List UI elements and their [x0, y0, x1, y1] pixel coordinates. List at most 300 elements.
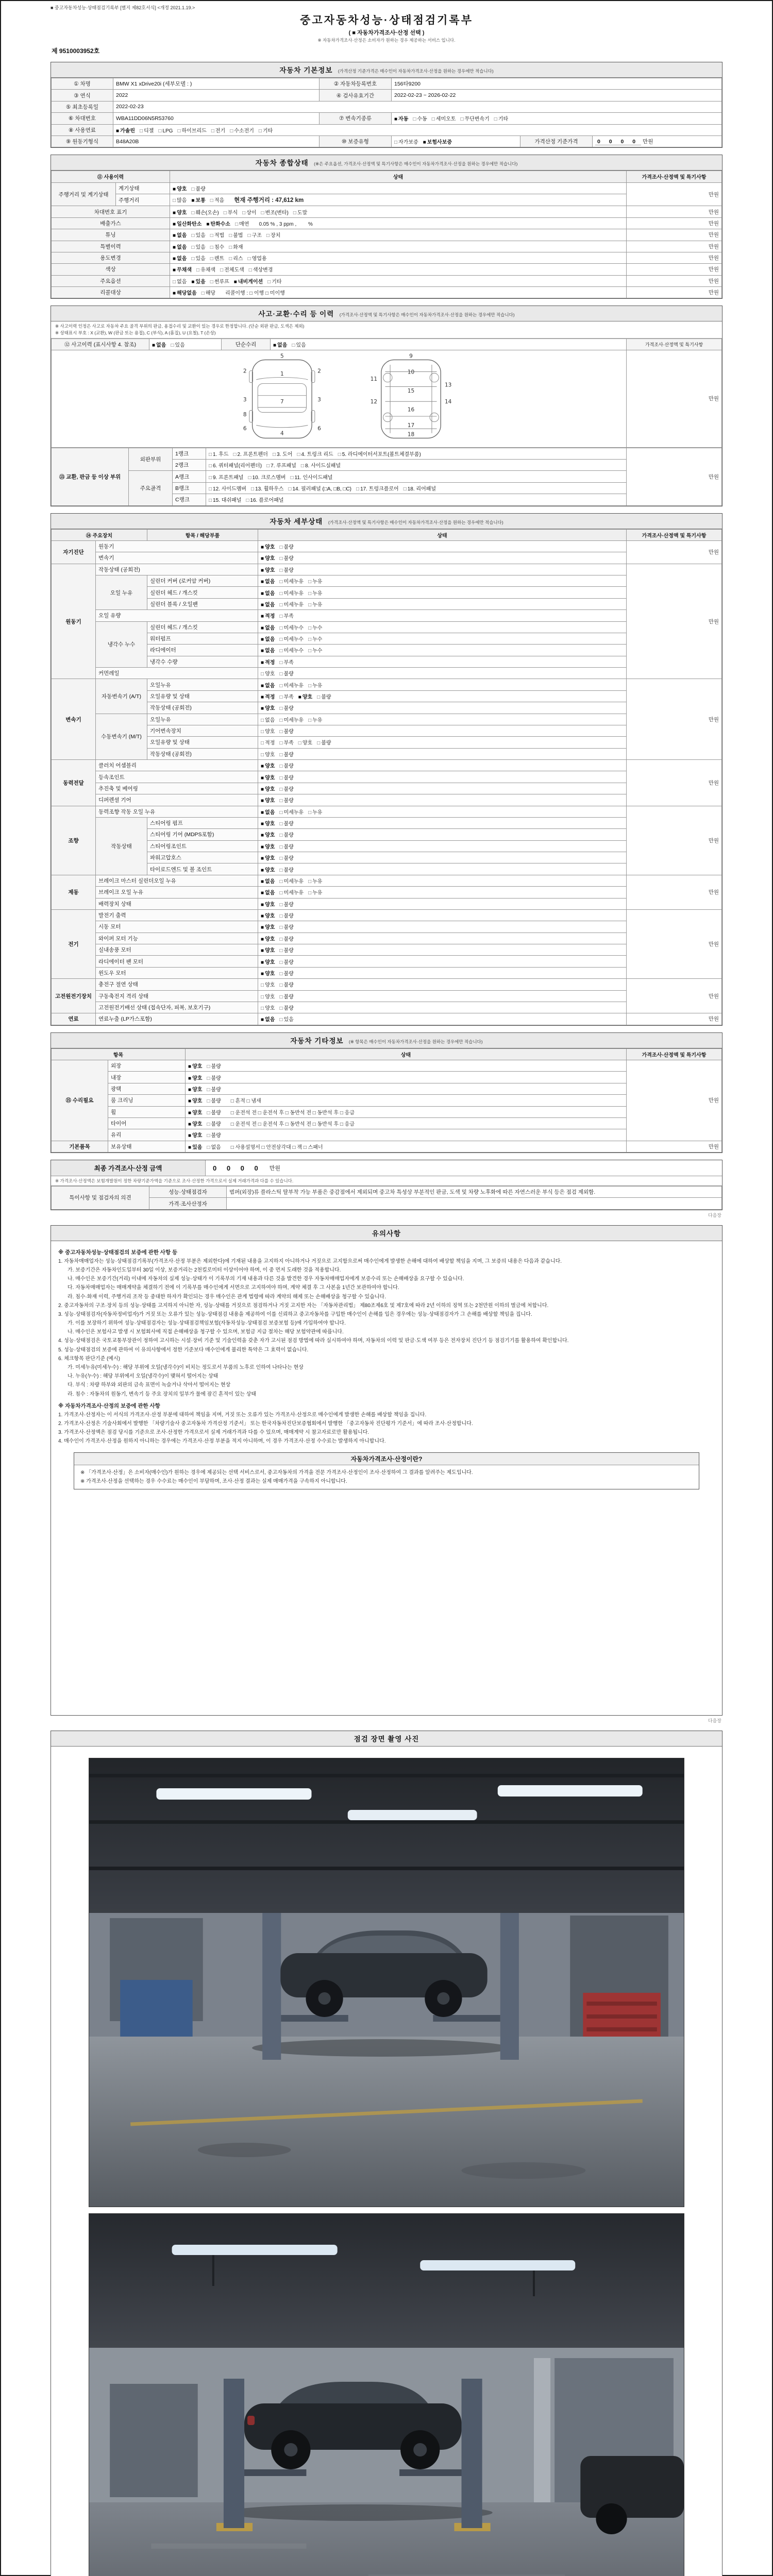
- table-row: [52, 217, 722, 229]
- checkbox-option[interactable]: [210, 277, 229, 285]
- status-cell: [186, 1060, 627, 1072]
- checkbox-label: 불량: [283, 844, 294, 850]
- item-label: 실린더 헤드 / 개스킷: [147, 621, 258, 633]
- checkbox-option[interactable]: [261, 600, 275, 608]
- checkbox-option[interactable]: [233, 450, 268, 457]
- checkbox-option[interactable]: [279, 900, 293, 908]
- checkbox-option[interactable]: [261, 727, 275, 735]
- checkbox-option[interactable]: [297, 450, 333, 457]
- checkbox-option[interactable]: [261, 992, 275, 1000]
- checkbox-option[interactable]: [210, 231, 224, 239]
- checkbox-option[interactable]: [191, 231, 205, 239]
- checkbox-option[interactable]: [191, 243, 205, 250]
- price-cell: 만원: [627, 448, 722, 505]
- checkbox-option[interactable]: [261, 566, 275, 573]
- checkbox-option[interactable]: [207, 1143, 221, 1150]
- group-label: 원동기: [52, 564, 96, 679]
- checkbox-option[interactable]: [432, 114, 456, 122]
- checkbox-option[interactable]: [308, 808, 322, 816]
- status-cell: [258, 898, 627, 909]
- checkbox-option[interactable]: [173, 277, 187, 285]
- checkbox-label: 14. 필러패널 (□A, □B, □C): [292, 486, 352, 492]
- checkbox-label: 미세누유: [283, 590, 304, 597]
- checkbox-option[interactable]: [210, 196, 224, 204]
- checkbox-option[interactable]: [173, 254, 187, 262]
- checkbox-option[interactable]: [261, 589, 275, 597]
- row-label: 주행거리 및 계기상태: [52, 182, 116, 206]
- checkbox-option[interactable]: [188, 1062, 202, 1070]
- checkbox-option[interactable]: [261, 808, 275, 816]
- checkbox-option[interactable]: [338, 450, 421, 457]
- registration-number-value: 156타9200: [392, 78, 722, 90]
- checkbox-option[interactable]: [293, 208, 307, 216]
- checkbox-option[interactable]: [229, 254, 243, 262]
- checkbox-label: 양호: [265, 833, 275, 839]
- checkbox-option[interactable]: [494, 114, 508, 122]
- checkbox-option[interactable]: [210, 243, 224, 250]
- checkbox-option[interactable]: [261, 796, 275, 804]
- panel-number-mark: 14: [444, 399, 451, 405]
- checkbox-option[interactable]: [261, 669, 275, 677]
- checkbox-option[interactable]: [261, 738, 275, 746]
- table-row: [52, 264, 722, 275]
- checkbox-option[interactable]: [261, 1015, 275, 1023]
- group-label: 제동: [52, 875, 96, 909]
- checkbox-option[interactable]: [273, 341, 287, 348]
- checkbox-option[interactable]: [308, 646, 322, 654]
- checkbox-option[interactable]: [259, 126, 273, 134]
- checkbox-option[interactable]: [279, 831, 293, 838]
- unchecked-checkbox-icon: □: [196, 267, 200, 274]
- section-basic-info: [51, 62, 722, 148]
- checkbox-option[interactable]: [229, 243, 243, 250]
- table-row: [52, 1198, 722, 1209]
- unchecked-checkbox-icon: □: [279, 764, 283, 770]
- checkbox-option[interactable]: [242, 208, 256, 216]
- checkbox-option[interactable]: [261, 1004, 275, 1011]
- status-cell: [258, 817, 627, 828]
- checkbox-option[interactable]: [173, 208, 187, 216]
- checkbox-option[interactable]: [273, 450, 293, 457]
- checkbox-option[interactable]: [207, 1085, 221, 1093]
- checkbox-label: 적정: [265, 659, 275, 666]
- checkbox-option[interactable]: [279, 911, 293, 919]
- checkbox-option[interactable]: [279, 635, 304, 642]
- checkbox-option[interactable]: [173, 231, 187, 239]
- checkbox-option[interactable]: [261, 854, 275, 861]
- checkbox-option[interactable]: [308, 577, 322, 585]
- checked-checkbox-icon: ■: [188, 1144, 192, 1150]
- checkbox-option[interactable]: [308, 600, 322, 608]
- status-cell: [206, 460, 627, 471]
- checkbox-option[interactable]: [261, 681, 275, 689]
- table-row: [52, 645, 722, 656]
- checkbox-option[interactable]: [206, 219, 230, 227]
- checkbox-option[interactable]: [261, 877, 275, 885]
- checkbox-option[interactable]: [261, 612, 275, 619]
- checkbox-option[interactable]: [279, 773, 293, 781]
- checkbox-option[interactable]: [251, 484, 283, 492]
- checkbox-label: 양호: [192, 1122, 203, 1128]
- table-header-row: [52, 171, 722, 182]
- checkbox-option[interactable]: [291, 473, 333, 481]
- item-label: 2랭크: [173, 460, 206, 471]
- unchecked-checkbox-icon: □: [230, 128, 233, 134]
- unchecked-checkbox-icon: □: [177, 128, 181, 134]
- section-title: 자동차 기타정보: [290, 1037, 344, 1045]
- checkbox-option[interactable]: [261, 208, 289, 216]
- checkbox-option[interactable]: [261, 658, 275, 666]
- checkbox-option[interactable]: [261, 692, 275, 700]
- checkbox-option[interactable]: [261, 819, 275, 827]
- checkbox-option[interactable]: [279, 819, 293, 827]
- checkbox-option[interactable]: [177, 126, 206, 134]
- checkbox-option[interactable]: [261, 831, 275, 838]
- checkbox-option[interactable]: [261, 750, 275, 758]
- checkbox-option[interactable]: [279, 669, 293, 677]
- checkbox-option[interactable]: [188, 1074, 202, 1081]
- section-title: 자동차 세부상태: [270, 517, 323, 526]
- checkbox-option[interactable]: [394, 138, 418, 145]
- checkbox-option[interactable]: [261, 635, 275, 642]
- checkbox-option[interactable]: [266, 231, 280, 239]
- checkbox-option[interactable]: [209, 450, 229, 457]
- checkbox-option[interactable]: [261, 554, 275, 562]
- checkbox-option[interactable]: [413, 114, 427, 122]
- checkbox-option[interactable]: [207, 1120, 221, 1127]
- simple-repair-label: 단순수리: [222, 338, 271, 350]
- checkbox-option[interactable]: [279, 623, 304, 631]
- checkbox-option[interactable]: [279, 716, 304, 723]
- taillight: [247, 2416, 255, 2425]
- checkbox-option[interactable]: [234, 277, 263, 285]
- checked-checkbox-icon: ■: [173, 291, 176, 297]
- panel-number-mark: 4: [280, 431, 284, 437]
- checkbox-label: 있음: [192, 1144, 203, 1150]
- status-cell: [186, 1106, 627, 1117]
- checkbox-option[interactable]: [191, 254, 205, 262]
- checkbox-option[interactable]: [201, 289, 215, 296]
- unchecked-checkbox-icon: □: [308, 625, 312, 631]
- checkbox-option[interactable]: [188, 1131, 202, 1139]
- checkbox-option[interactable]: [279, 600, 304, 608]
- checkbox-option[interactable]: [292, 341, 306, 348]
- checkbox-option[interactable]: [261, 911, 275, 919]
- checkbox-option[interactable]: [308, 716, 322, 723]
- unchecked-checkbox-icon: □: [209, 474, 212, 481]
- checkbox-label: 양호: [265, 821, 275, 827]
- checkbox-option[interactable]: [220, 265, 244, 273]
- unchecked-checkbox-icon: □: [207, 1087, 210, 1093]
- item-label: 유리: [108, 1129, 186, 1141]
- checkbox-option[interactable]: [308, 681, 322, 689]
- checkbox-option[interactable]: [298, 738, 312, 746]
- checkbox-option[interactable]: [152, 341, 166, 348]
- checkbox-option[interactable]: [261, 543, 275, 550]
- checkbox-option[interactable]: [279, 785, 293, 792]
- status-cell: [258, 714, 627, 725]
- status-cell: [258, 771, 627, 783]
- checkbox-label: 색상변경: [253, 267, 273, 274]
- status-cell: [186, 1083, 627, 1094]
- checkbox-option[interactable]: [279, 958, 293, 965]
- checkbox-option[interactable]: [279, 854, 293, 861]
- checkbox-option[interactable]: [207, 1108, 221, 1116]
- item-label: A랭크: [173, 471, 206, 482]
- checkbox-option[interactable]: [261, 716, 275, 723]
- checkbox-label: 불량: [283, 913, 294, 920]
- checkbox-option[interactable]: [248, 231, 262, 239]
- checkbox-option[interactable]: [279, 842, 293, 850]
- checkbox-label: 불량: [211, 1122, 221, 1128]
- checkbox-option[interactable]: [298, 692, 312, 700]
- checkbox-option[interactable]: [173, 184, 187, 192]
- checkbox-option[interactable]: [230, 126, 254, 134]
- item-label: 보유상태: [108, 1141, 186, 1152]
- checkbox-option[interactable]: [279, 577, 304, 585]
- checkbox-option[interactable]: [279, 554, 293, 562]
- price-cell: 만원: [627, 979, 722, 1013]
- checkbox-option[interactable]: [158, 128, 173, 134]
- checkbox-option[interactable]: [191, 208, 219, 216]
- checkbox-option[interactable]: [261, 923, 275, 930]
- checkbox-label: 변조(변타): [265, 210, 289, 216]
- checkbox-label: 탄화수소: [210, 221, 231, 227]
- checkbox-option[interactable]: [188, 1143, 202, 1150]
- checkbox-option[interactable]: [248, 254, 267, 262]
- checkbox-option[interactable]: [229, 231, 243, 239]
- lift-post: [262, 1913, 281, 2060]
- unchecked-checkbox-icon: □: [279, 1017, 283, 1023]
- checkbox-option[interactable]: [207, 1131, 221, 1139]
- checkbox-option[interactable]: [288, 484, 351, 492]
- table-row: [52, 690, 722, 702]
- checkbox-option[interactable]: [188, 1120, 202, 1127]
- checkbox-option[interactable]: [249, 265, 273, 273]
- checkbox-option[interactable]: [248, 473, 285, 481]
- checkbox-option[interactable]: [209, 473, 243, 481]
- checkbox-option[interactable]: [279, 923, 293, 930]
- notice-body: [51, 1241, 722, 1715]
- checkbox-option[interactable]: [279, 566, 293, 573]
- checkbox-option[interactable]: [317, 738, 331, 746]
- checkbox-option[interactable]: [279, 888, 304, 896]
- accident-note-1: ※ 사고이력 인정은 사고로 자동차 주요 골격 부위의 판금, 용접수리 및 교환이 있는 경우로 한정합니다. (단순 외판 판금, 도색은 제외): [55, 324, 305, 329]
- item-label: 룸 크리닝: [108, 1095, 186, 1106]
- checkbox-option[interactable]: [261, 623, 275, 631]
- checkbox-label: 없음: [265, 683, 275, 689]
- panel-number-mark: 12: [370, 399, 377, 405]
- checkbox-option[interactable]: [261, 704, 275, 711]
- checked-checkbox-icon: ■: [233, 279, 237, 285]
- checkbox-option[interactable]: [209, 484, 246, 492]
- checkbox-option[interactable]: [301, 461, 341, 469]
- checkbox-option[interactable]: [207, 1062, 221, 1070]
- checkbox-option[interactable]: [209, 496, 241, 503]
- checkbox-option[interactable]: [261, 935, 275, 942]
- checkbox-option[interactable]: [279, 761, 293, 769]
- checkbox-option[interactable]: [261, 958, 275, 965]
- checkbox-option[interactable]: [261, 761, 275, 769]
- checkbox-option[interactable]: [279, 704, 293, 711]
- checkbox-label: 없음: [265, 648, 275, 654]
- checkbox-option[interactable]: [308, 589, 322, 597]
- next-page-marker: 다음장: [708, 1212, 721, 1218]
- checkbox-option[interactable]: [308, 888, 322, 896]
- checkbox-option[interactable]: [173, 265, 192, 273]
- checkbox-option[interactable]: [188, 1085, 202, 1093]
- checkbox-option[interactable]: [279, 796, 293, 804]
- checkbox-option[interactable]: [261, 866, 275, 873]
- checkbox-option[interactable]: [171, 341, 184, 348]
- unchecked-checkbox-icon: □: [308, 809, 312, 816]
- checkbox-option[interactable]: [224, 208, 238, 216]
- checkbox-label: 부족: [283, 614, 294, 620]
- checkbox-option[interactable]: [279, 1004, 293, 1011]
- checkbox-option[interactable]: [188, 1108, 202, 1116]
- group-label: 자기진단: [52, 540, 96, 564]
- checkbox-option[interactable]: [246, 496, 283, 503]
- checkbox-option[interactable]: [279, 543, 293, 550]
- checkbox-option[interactable]: [279, 808, 304, 816]
- status-cell: [258, 921, 627, 933]
- checkbox-option[interactable]: [279, 681, 304, 689]
- checked-checkbox-icon: ■: [298, 694, 301, 700]
- checked-checkbox-icon: ■: [188, 1122, 192, 1128]
- checkbox-label: 양호: [265, 867, 275, 873]
- checkbox-option[interactable]: [261, 773, 275, 781]
- checkbox-option[interactable]: [279, 750, 293, 758]
- checkbox-label: 불량: [283, 752, 294, 758]
- checkbox-option[interactable]: [140, 126, 154, 134]
- checkbox-option[interactable]: [261, 785, 275, 792]
- checked-checkbox-icon: ■: [173, 221, 176, 227]
- unchecked-checkbox-icon: □: [279, 740, 283, 747]
- checkbox-option[interactable]: [279, 980, 293, 988]
- checkbox-option[interactable]: [191, 196, 205, 204]
- checkbox-option[interactable]: [267, 277, 281, 285]
- checkbox-option[interactable]: [279, 646, 304, 654]
- checkbox-label: 매연: [239, 221, 249, 227]
- section-basic-head: [51, 62, 722, 78]
- unchecked-checkbox-icon: □: [207, 1064, 210, 1070]
- checkbox-option[interactable]: [279, 589, 304, 597]
- checkbox-option[interactable]: [209, 461, 262, 469]
- checkbox-label: 없음: [265, 890, 275, 896]
- panel-number-mark: 8: [243, 412, 247, 418]
- checkbox-option[interactable]: [261, 980, 275, 988]
- checkbox-option[interactable]: [279, 727, 293, 735]
- checkbox-option[interactable]: [173, 196, 187, 204]
- checkbox-option[interactable]: [173, 219, 201, 227]
- checkbox-label: 양호: [177, 186, 187, 192]
- checkbox-label: 불량: [195, 186, 206, 192]
- checkbox-label: 누유: [312, 890, 323, 896]
- checkbox-option[interactable]: [423, 138, 452, 145]
- unchecked-checkbox-icon: □: [210, 256, 213, 262]
- lift-arm: [244, 2469, 306, 2476]
- checkbox-label: 2. 프론트펜더: [237, 451, 268, 457]
- section-accident-history: [51, 306, 722, 506]
- checkbox-option[interactable]: [308, 635, 322, 642]
- checkbox-option[interactable]: [235, 219, 249, 227]
- checkbox-option[interactable]: [279, 969, 293, 977]
- final-price-band: [51, 1160, 722, 1176]
- checkbox-option[interactable]: [279, 935, 293, 942]
- unchecked-checkbox-icon: □: [210, 244, 213, 250]
- checkbox-option[interactable]: [279, 658, 293, 666]
- checkbox-option[interactable]: [317, 692, 331, 700]
- checkbox-option[interactable]: [261, 842, 275, 850]
- checkbox-option[interactable]: [207, 1074, 221, 1081]
- checkbox-option[interactable]: [261, 900, 275, 908]
- checkbox-option[interactable]: [261, 946, 275, 954]
- checkbox-option[interactable]: [394, 114, 408, 122]
- table-row: [52, 1072, 722, 1083]
- unchecked-checkbox-icon: □: [209, 486, 212, 492]
- unchecked-checkbox-icon: □: [201, 291, 205, 297]
- status-cell: [170, 229, 627, 241]
- checkbox-option[interactable]: [460, 114, 489, 122]
- checkbox-label: 양호: [192, 1133, 203, 1139]
- unchecked-checkbox-icon: □: [279, 671, 283, 677]
- checkbox-option[interactable]: [191, 277, 205, 285]
- notice-line: 가. 보증기간은 자동차인도일부터 30일 이상, 보증거리는 2천킬로미터 이상이어야 하며, 이 중 먼저 도래한 것을 적용합니다.: [68, 1267, 341, 1273]
- unchecked-checkbox-icon: □: [211, 128, 214, 134]
- checkbox-option[interactable]: [279, 866, 293, 873]
- checkbox-option[interactable]: [404, 484, 436, 492]
- notice-line: 1. 가격조사·산정자는 이 서식의 가격조사·산정 부분에 대하여 책임을 지며, 거짓 또는 오류가 있는 가격조사·산정으로 매수인에게 발생한 손해를 배상할 책임을 집니다.: [58, 1412, 427, 1418]
- final-price-label: 최종 가격조사·산정 금액: [51, 1160, 206, 1176]
- item-label: 주행거리: [116, 194, 170, 206]
- checkbox-option[interactable]: [279, 877, 304, 885]
- status-cell: [186, 1072, 627, 1083]
- checked-checkbox-icon: ■: [188, 1133, 192, 1139]
- checkbox-option[interactable]: [279, 1015, 293, 1023]
- checkbox-option[interactable]: [266, 461, 296, 469]
- notice-line: ※ 중고자동차성능·상태점검의 보증에 관한 사항 등: [58, 1249, 178, 1256]
- checkbox-option[interactable]: [279, 692, 293, 700]
- checkbox-option[interactable]: [196, 265, 215, 273]
- checkbox-option[interactable]: [279, 946, 293, 954]
- checkbox-option[interactable]: [261, 646, 275, 654]
- checkbox-option[interactable]: [188, 1096, 202, 1104]
- checkbox-option[interactable]: [173, 289, 197, 296]
- checkbox-option[interactable]: [207, 1096, 221, 1104]
- checkbox-option[interactable]: [173, 243, 187, 250]
- checkbox-option[interactable]: [308, 877, 322, 885]
- checkbox-label: 많음: [177, 198, 187, 204]
- checkbox-option[interactable]: [279, 612, 293, 619]
- checkbox-option[interactable]: [279, 738, 293, 746]
- checkbox-label: 없음: [265, 590, 275, 597]
- checkbox-option[interactable]: [279, 992, 293, 1000]
- price-appraisal-box-title: 자동차가격조사·산정이란?: [74, 1453, 699, 1465]
- checkbox-option[interactable]: [210, 254, 224, 262]
- checkbox-option[interactable]: [261, 577, 275, 585]
- checkbox-option[interactable]: [261, 888, 275, 896]
- checkbox-option[interactable]: [356, 484, 399, 492]
- checkbox-option[interactable]: [191, 184, 205, 192]
- price-cell: 만원: [627, 540, 722, 564]
- checkbox-option[interactable]: [261, 969, 275, 977]
- checkbox-option[interactable]: [211, 126, 225, 134]
- checkbox-option[interactable]: [116, 126, 135, 134]
- checkbox-label: 일산화탄소: [177, 221, 202, 227]
- unchecked-checkbox-icon: □: [279, 717, 283, 723]
- checkbox-option[interactable]: [308, 623, 322, 631]
- status-cell: [258, 956, 627, 967]
